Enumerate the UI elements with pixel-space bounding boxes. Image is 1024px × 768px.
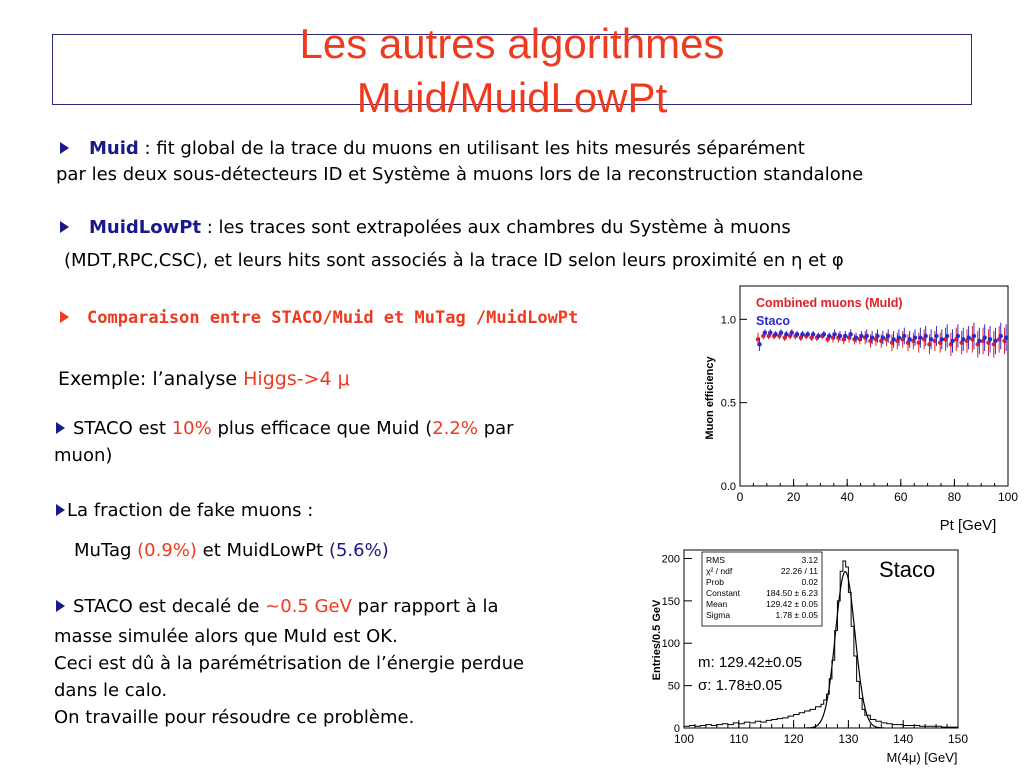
comparison-text: Comparaison entre STACO/Muid et MuTag /MuidLowPt xyxy=(87,308,579,328)
data-point xyxy=(779,330,783,334)
data-point xyxy=(790,330,794,334)
data-point xyxy=(891,337,895,341)
stats-value: 129.42 ± 0.05 xyxy=(766,599,818,609)
data-point xyxy=(806,332,810,336)
stats-label: Constant xyxy=(706,588,741,598)
data-point xyxy=(977,339,981,343)
legend-muid: Combined muons (MuId) xyxy=(756,296,903,310)
data-point xyxy=(763,330,767,334)
y-tick-label: 0.0 xyxy=(720,481,736,493)
x-tick-label: 20 xyxy=(786,490,801,504)
stats-label: Sigma xyxy=(706,610,731,620)
data-point xyxy=(929,337,933,341)
data-point xyxy=(854,335,858,339)
fake-values-line xyxy=(74,538,389,564)
x-tick-label: 60 xyxy=(894,490,908,504)
stats-label: χ² / ndf xyxy=(706,566,733,576)
data-point xyxy=(934,334,938,338)
y-tick-label: 100 xyxy=(661,638,680,651)
data-point xyxy=(875,334,879,338)
data-point xyxy=(902,334,906,338)
y-tick-label: 50 xyxy=(667,680,680,693)
bullet-staco-efficiency xyxy=(56,416,514,442)
data-point xyxy=(972,334,976,338)
data-point xyxy=(838,334,842,338)
staco-eff-suffix: par xyxy=(477,418,514,439)
example-prefix: Exemple: l’analyse xyxy=(58,368,244,390)
staco-eff-pct2: 2.2% xyxy=(432,418,478,439)
fake-label: La fraction de fake muons : xyxy=(67,500,314,521)
x-tick-label: 100 xyxy=(673,732,695,746)
data-point xyxy=(795,332,799,336)
data-point xyxy=(993,339,997,343)
stats-value: 22.26 / 11 xyxy=(780,566,818,576)
data-point xyxy=(800,332,804,336)
data-point xyxy=(870,335,874,339)
data-point xyxy=(784,332,788,336)
muid-text: : fit global de la trace du muons en utilisant les hits mesurés séparément xyxy=(138,138,805,159)
legend-staco: Staco xyxy=(756,314,791,328)
fake-mutag-value: (0.9%) xyxy=(137,540,197,561)
y-tick-label: 0.5 xyxy=(720,397,736,410)
muid-text-line2: par les deux sous-détecteurs ID et Système à muons lors de la reconstruction standalone xyxy=(56,164,864,185)
data-point xyxy=(822,332,826,336)
data-point xyxy=(832,332,836,336)
data-point xyxy=(897,335,901,339)
x-tick-label: 0 xyxy=(736,490,744,504)
staco-eff-prefix: STACO est xyxy=(73,418,172,439)
efficiency-xlabel: Pt [GeV] xyxy=(939,517,997,534)
data-point xyxy=(945,334,949,338)
data-point xyxy=(924,334,928,338)
data-point xyxy=(848,332,852,336)
slide-title-line1: Les autres algorithmes xyxy=(299,20,725,67)
bullet-arrow-icon xyxy=(60,221,69,233)
staco-shift-suffix: par rapport à la xyxy=(351,596,499,617)
data-point xyxy=(757,342,761,346)
stats-value: 3.12 xyxy=(801,555,818,565)
staco-eff-line2: muon) xyxy=(54,445,113,466)
x-tick-label: 100 xyxy=(997,490,1019,504)
stats-box xyxy=(702,552,822,626)
stats-label: Prob xyxy=(706,577,724,587)
efficiency-chart-marks xyxy=(756,323,1009,358)
annotation-sigma: σ: 1.78±0.05 xyxy=(698,677,783,694)
y-tick-label: 200 xyxy=(661,553,680,566)
data-point xyxy=(881,335,885,339)
data-point xyxy=(859,334,863,338)
data-point xyxy=(773,332,777,336)
data-point xyxy=(811,332,815,336)
stats-label: RMS xyxy=(706,555,725,565)
staco-shift-value: ~0.5 GeV xyxy=(265,596,352,617)
stats-value: 0.02 xyxy=(801,577,818,587)
bullet-arrow-icon xyxy=(60,311,69,323)
stats-label: Mean xyxy=(706,599,728,609)
bullet-arrow-icon xyxy=(56,422,65,434)
data-point xyxy=(865,334,869,338)
bullet-fake-muons xyxy=(56,498,313,524)
fake-muidlowpt-value: (5.6%) xyxy=(328,540,389,561)
staco-eff-mid: plus efficace que Muid ( xyxy=(211,418,433,439)
muidlowpt-term: MuidLowPt xyxy=(89,217,202,238)
staco-shift-prefix: STACO est decalé de xyxy=(73,596,266,617)
staco-shift-line5: On travaille pour résoudre ce problème. xyxy=(54,707,415,728)
bullet-muid xyxy=(60,136,805,162)
muidlowpt-text-line2: (MDT,RPC,CSC), et leurs hits sont associés à la trace ID selon leurs proximité en η et φ xyxy=(64,250,844,271)
x-tick-label: 150 xyxy=(947,732,969,746)
data-point xyxy=(816,334,820,338)
data-point xyxy=(918,335,922,339)
staco-shift-line4: dans le calo. xyxy=(54,680,168,701)
bullet-arrow-icon xyxy=(56,600,65,612)
staco-shift-line2: masse simulée alors que MuId est OK. xyxy=(54,626,398,647)
bullet-staco-shift xyxy=(56,594,498,620)
muid-term: Muid xyxy=(89,138,139,159)
efficiency-chart xyxy=(698,278,1019,540)
data-point xyxy=(956,334,960,338)
x-tick-label: 120 xyxy=(783,732,804,746)
mass-title: Staco xyxy=(879,557,936,582)
data-point xyxy=(886,334,890,338)
data-point xyxy=(768,330,772,334)
data-point xyxy=(982,335,986,339)
bullet-arrow-icon xyxy=(56,504,65,516)
stats-value: 184.50 ± 6.23 xyxy=(766,588,818,598)
stats-value: 1.78 ± 0.05 xyxy=(775,610,818,620)
data-point xyxy=(940,337,944,341)
fake-mutag: MuTag xyxy=(74,540,138,561)
x-tick-label: 80 xyxy=(947,490,962,504)
slide-title-line2: Muid/MuidLowPt xyxy=(356,74,668,121)
staco-shift-line3: Ceci est dû à la parémétrisation de l’énergie perdue xyxy=(54,653,525,674)
data-point xyxy=(961,337,965,341)
efficiency-ylabel: Muon efficiency xyxy=(704,356,716,440)
x-tick-label: 140 xyxy=(893,732,914,746)
data-point xyxy=(827,334,831,338)
data-point xyxy=(907,337,911,341)
data-point xyxy=(1004,335,1008,339)
data-point xyxy=(950,339,954,343)
annotation-mean: m: 129.42±0.05 xyxy=(698,654,803,671)
muidlowpt-text: : les traces sont extrapolées aux chambres du Système à muons xyxy=(201,217,791,238)
bullet-muidlowpt xyxy=(60,215,791,241)
data-point xyxy=(966,335,970,339)
bullet-comparison xyxy=(60,305,578,331)
mass-ylabel: Entries/0.5 GeV xyxy=(651,599,663,681)
x-tick-label: 40 xyxy=(840,490,854,504)
y-tick-label: 1.0 xyxy=(720,314,736,327)
x-tick-label: 130 xyxy=(838,732,859,746)
mass-xlabel: M(4μ) [GeV] xyxy=(886,750,958,765)
data-point xyxy=(843,334,847,338)
x-tick-label: 110 xyxy=(729,732,749,746)
y-tick-label: 0 xyxy=(673,723,680,735)
data-point xyxy=(988,337,992,341)
mass-histogram xyxy=(646,540,969,768)
staco-eff-pct: 10% xyxy=(171,418,212,439)
data-point xyxy=(913,335,917,339)
fake-and: et MuidLowPt xyxy=(196,540,329,561)
example-highlight: Higgs->4 μ xyxy=(243,368,350,390)
y-tick-label: 150 xyxy=(661,595,680,608)
data-point xyxy=(999,334,1003,338)
example-line xyxy=(58,366,350,392)
bullet-arrow-icon xyxy=(60,142,69,154)
